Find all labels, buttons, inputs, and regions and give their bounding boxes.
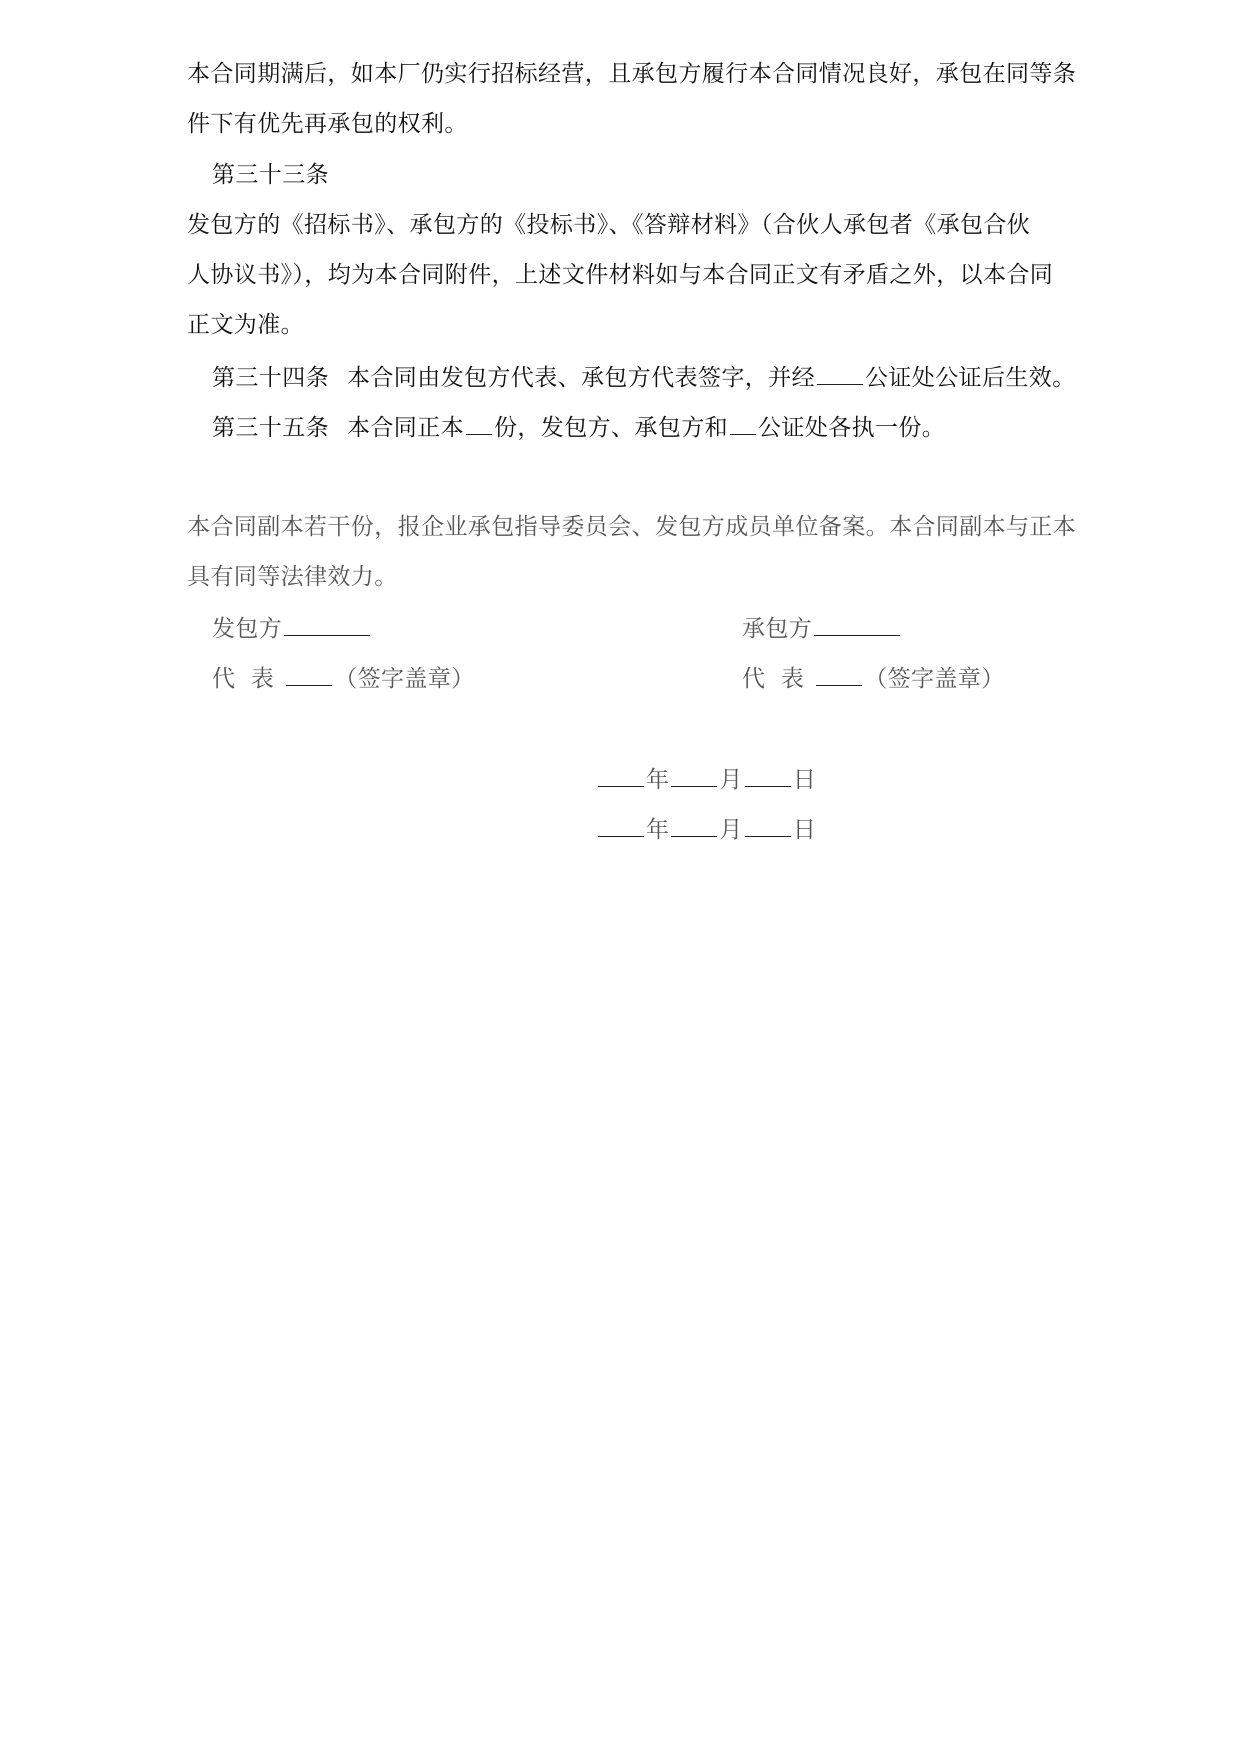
party-b-rep-note: （签字盖章） <box>864 666 1005 692</box>
year-label-2: 年 <box>646 817 670 843</box>
date-line-1 <box>596 762 816 796</box>
notary-office-blank <box>730 410 756 435</box>
month-label-1: 月 <box>719 767 743 793</box>
month-blank-1 <box>671 762 717 787</box>
article-34 <box>212 360 1076 394</box>
party-b-rep-blank <box>816 661 862 686</box>
party-a-blank <box>284 611 370 636</box>
article-34-text-b: 公证处公证后生效。 <box>865 365 1076 391</box>
party-a-representative <box>212 661 475 695</box>
article-33-line-3: 正文为准。 <box>187 312 304 338</box>
day-label-2: 日 <box>792 817 817 843</box>
article-33-heading: 第三十三条 <box>212 162 329 188</box>
article-33-line-1: 发包方的《招标书》、承包方的《投标书》、《答辩材料》（合伙人承包者《承包合伙 <box>187 212 1031 238</box>
copies-line-1: 本合同副本若干份，报企业承包指导委员会、发包方成员单位备案。本合同副本与正本 <box>187 514 1077 540</box>
article-32-line-2: 件下有优先再承包的权利。 <box>187 111 468 137</box>
year-blank-2 <box>598 812 644 837</box>
party-a-rep-blank <box>286 661 332 686</box>
notary-blank <box>817 360 863 385</box>
party-a-signature <box>212 611 372 645</box>
party-a-label: 发包方 <box>212 616 283 642</box>
date-line-2 <box>596 812 816 846</box>
party-b-rep-label: 代 表 <box>742 666 805 692</box>
party-a-rep-note: （签字盖章） <box>334 666 475 692</box>
party-b-label: 承包方 <box>742 616 813 642</box>
day-blank-2 <box>745 812 791 837</box>
article-34-label: 第三十四条 <box>212 365 329 391</box>
party-b-signature <box>742 611 902 645</box>
party-a-rep-label: 代 表 <box>212 666 275 692</box>
party-b-blank <box>814 611 900 636</box>
copies-count-blank <box>466 410 492 435</box>
month-blank-2 <box>671 812 717 837</box>
article-35 <box>212 410 945 444</box>
month-label-2: 月 <box>719 817 743 843</box>
article-35-text-c: 公证处各执一份。 <box>758 415 946 441</box>
article-32-line-1: 本合同期满后，如本厂仍实行招标经营，且承包方履行本合同情况良好，承包在同等条 <box>187 61 1077 87</box>
day-label-1: 日 <box>792 767 817 793</box>
day-blank-1 <box>745 762 791 787</box>
year-label-1: 年 <box>646 767 670 793</box>
article-34-text-a: 本合同由发包方代表、承包方代表签字，并经 <box>347 365 815 391</box>
article-35-text-b: 份，发包方、承包方和 <box>494 415 728 441</box>
article-35-text-a: 本合同正本 <box>347 415 464 441</box>
year-blank-1 <box>598 762 644 787</box>
article-35-label: 第三十五条 <box>212 415 329 441</box>
party-b-representative <box>742 661 1005 695</box>
article-33-line-2: 人协议书》），均为本合同附件，上述文件材料如与本合同正文有矛盾之外，以本合同 <box>187 262 1054 288</box>
copies-line-2: 具有同等法律效力。 <box>187 564 398 590</box>
